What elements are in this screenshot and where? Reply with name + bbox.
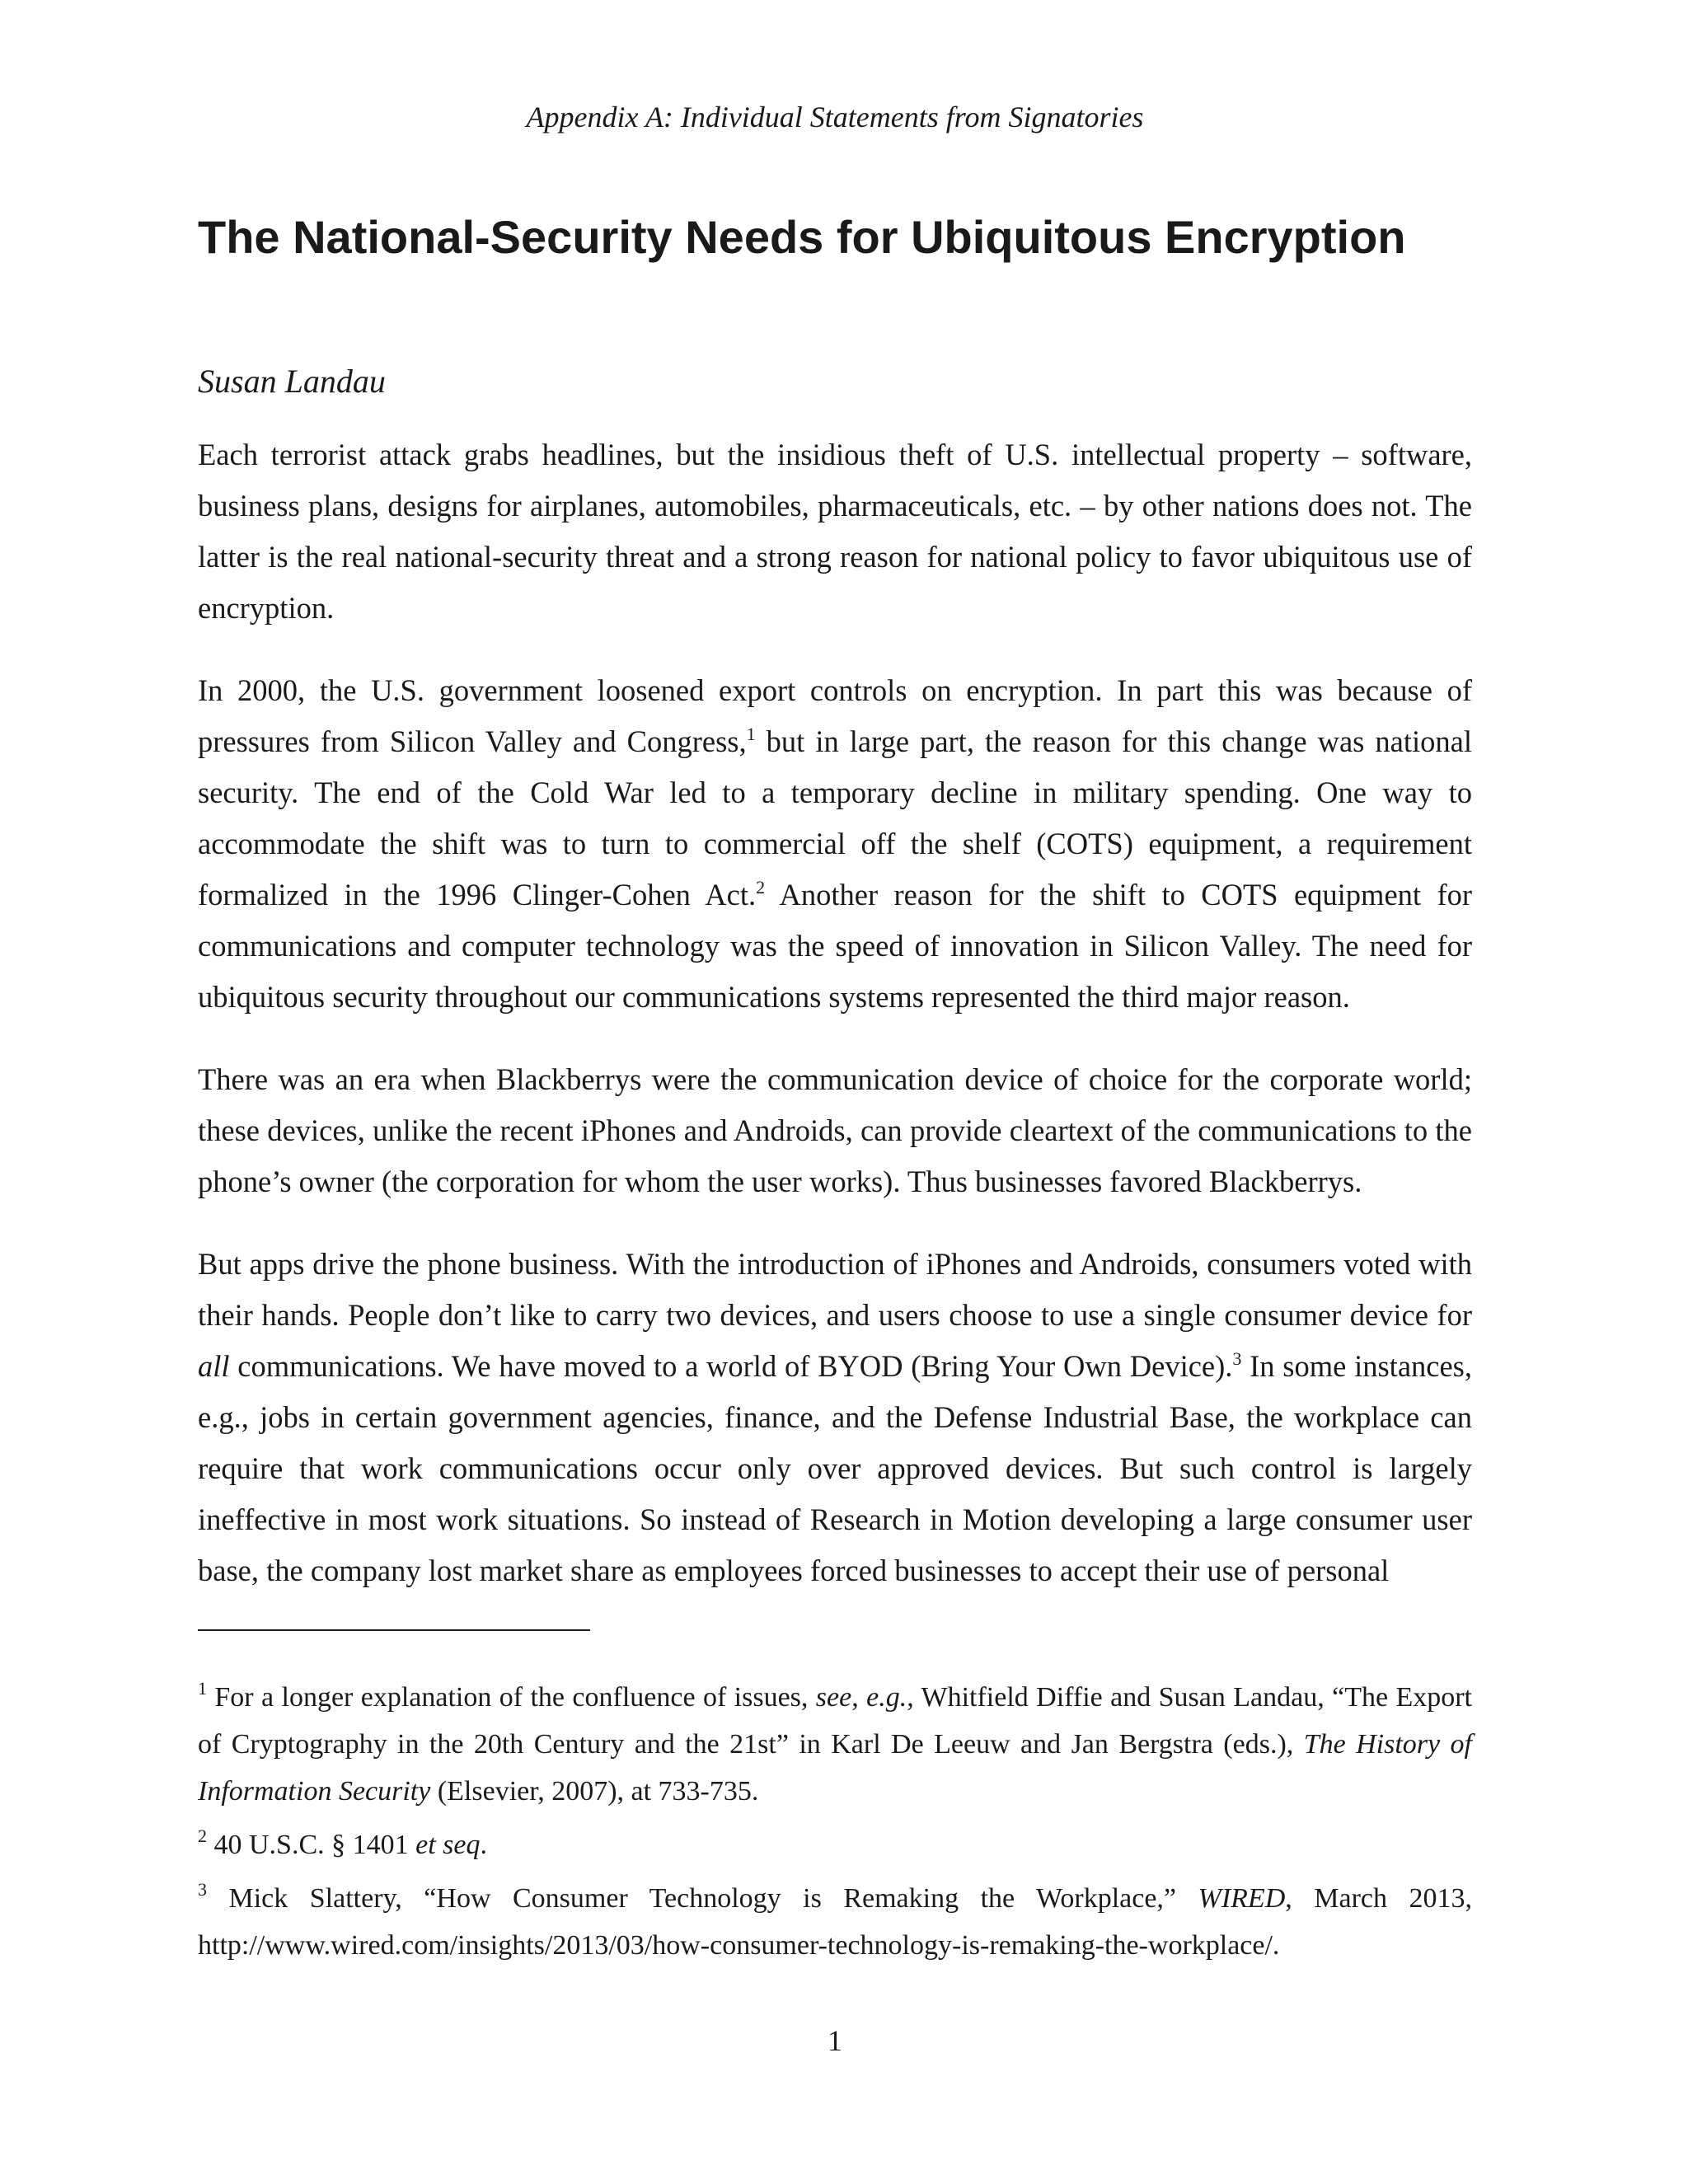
page-title: The National-Security Needs for Ubiquitous Encryption [198, 211, 1406, 263]
footnote-1-text-a: For a longer explanation of the confluence of issues, [207, 1682, 816, 1713]
footnote-1-book-title: The History of Information Security [198, 1729, 1472, 1807]
page-number: 1 [828, 2024, 842, 2057]
paragraph-1: Each terrorist attack grabs headlines, but the insidious theft of U.S. intellectual property – software, business plans, designs for airplanes, automobiles, pharmaceuticals, etc. – by other nations does not. The latter is the real national-security threat and a strong reason for national policy to favor ubiquitous use of encryption. [198, 438, 1472, 625]
footnote-2-text-b: . [480, 1830, 487, 1860]
footnote-1-sep: , [851, 1682, 867, 1713]
footnote-3-text-a: Mick Slattery, “How Consumer Technology is Remaking the Workplace,” [207, 1883, 1198, 1914]
footnote-1-text-b: , Whitfield Diffie and Susan Landau, “The Export of Cryptography in the 20th Century and the 21st” in Karl De Leeuw and Jan Bergstra (eds.), [198, 1682, 1472, 1760]
paragraph-2-text-b: but in large part, the reason for this change was national security. The end of the Cold War led to a temporary decline in military spending. One way to accommodate the shift was to turn to commercial off the shelf (COTS) equipment, a requirement formalized in the 1996 Clinger-Cohen Act. [198, 724, 1472, 912]
paragraph-4 [198, 1239, 1472, 1596]
paragraph-4-text-b: communications. We have moved to a world of BYOD (Bring Your Own Device). [229, 1349, 1233, 1383]
footnote-1-see: see [815, 1682, 852, 1713]
paragraph-4-text-a: But apps drive the phone business. With the introduction of iPhones and Androids, consumers voted with their hands. People don’t like to carry two devices, and users choose to use a single consumer device for [198, 1247, 1472, 1332]
paragraph-4-text-c: In some instances, e.g., jobs in certain government agencies, finance, and the Defense Industrial Base, the workplace can require that work communications occur only over approved devices. But such control is largely ineffective in most work situations. So instead of Research in Motion developing a large consumer user base, the company lost market share as employees forced businesses to accept their use of personal [198, 1349, 1473, 1587]
paragraph-4-emphasis: all [198, 1349, 230, 1383]
running-header: Appendix A: Individual Statements from Signatories [526, 101, 1144, 134]
footnote-3-url-link[interactable]: http://www.wired.com/insights/2013/03/how-consumer-technology-is-remaking-the-workplace/. [198, 1930, 1280, 1961]
footnote-2-et-seq: et seq [415, 1830, 481, 1860]
footnote-divider [198, 1629, 590, 1631]
paragraph-2 [198, 665, 1472, 1023]
footnote-1-eg: e.g. [866, 1682, 907, 1713]
footnote-1 [198, 1674, 1472, 1815]
footnote-3-mark: 3 [198, 1879, 207, 1900]
paragraph-2-text-a: In 2000, the U.S. government loosened export controls on encryption. In part this was because of pressures from Silicon Valley and Congress, [198, 673, 1472, 758]
footnote-ref-2[interactable]: 2 [756, 877, 766, 898]
footnotes-section [198, 1674, 1472, 1975]
paragraph-2-text-c: Another reason for the shift to COTS equipment for communications and computer technology was the speed of innovation in Silicon Valley. The need for ubiquitous security throughout our communications systems represented the third major reason. [198, 878, 1472, 1014]
author-byline: Susan Landau [198, 363, 386, 400]
footnote-2-text-a: 40 U.S.C. § 1401 [207, 1830, 416, 1860]
article-body [198, 429, 1472, 1628]
footnote-3-text-b: , March 2013, [1285, 1883, 1472, 1914]
footnote-ref-1[interactable]: 1 [746, 724, 756, 744]
footnote-1-text-c: (Elsevier, 2007), at 733-735. [430, 1776, 759, 1807]
paragraph-3: There was an era when Blackberrys were the communication device of choice for the corporate world; these devices, unlike the recent iPhones and Androids, can provide cleartext of the communications to the phone’s owner (the corporation for whom the user works). Thus businesses favored Blackberrys. [198, 1062, 1472, 1198]
footnote-1-mark: 1 [198, 1678, 207, 1699]
footnote-ref-3[interactable]: 3 [1232, 1348, 1242, 1369]
footnote-2 [198, 1821, 1472, 1868]
footnote-3-journal: WIRED [1198, 1883, 1286, 1914]
footnote-3 [198, 1875, 1472, 1969]
footnote-2-mark: 2 [198, 1825, 207, 1846]
